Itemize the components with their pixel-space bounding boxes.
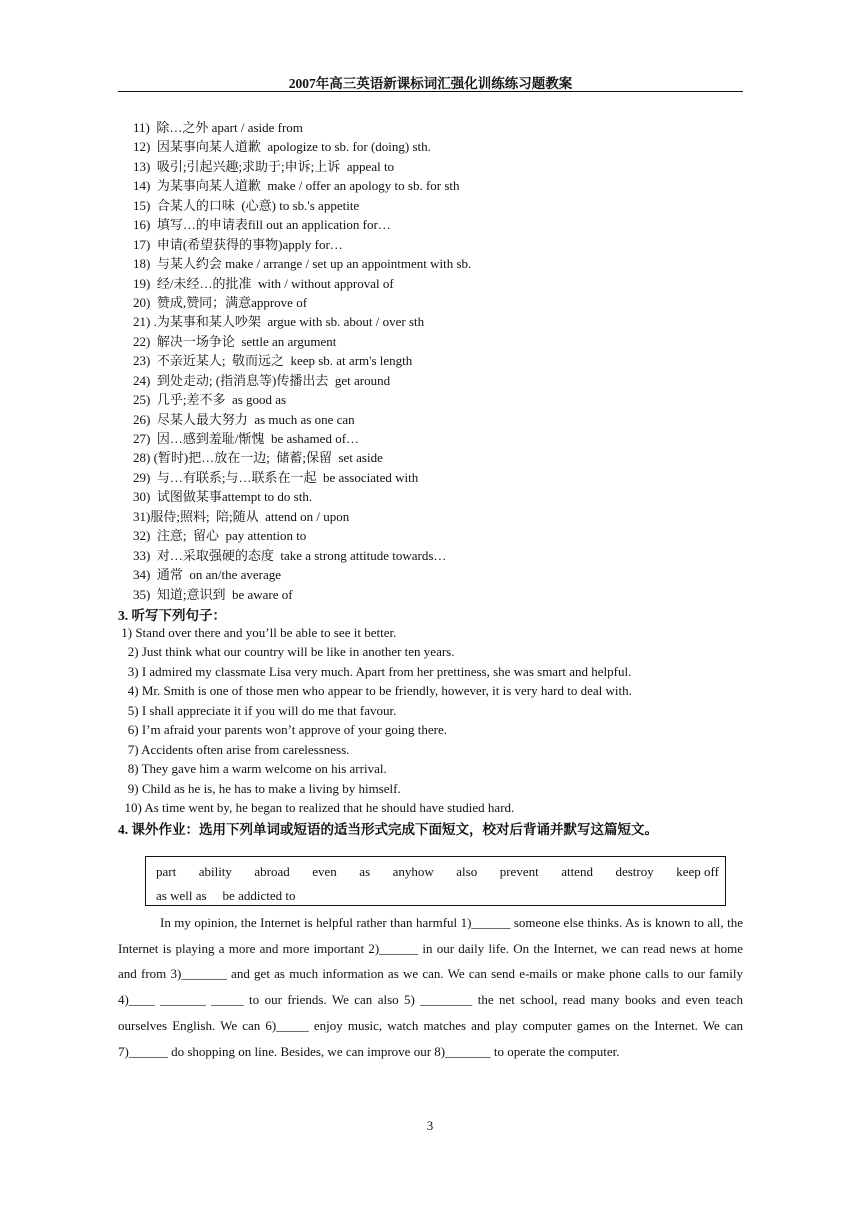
dictation-sentence: 10) As time went by, he began to realized that he should have studied hard. <box>118 799 515 815</box>
header-rule <box>118 91 743 92</box>
vocab-item: 34) 通常 on an/the average <box>133 567 282 583</box>
word-bank-item: part <box>156 864 177 879</box>
vocab-item: 12) 因某事向某人道歉 apologize to sb. for (doing) sth. <box>133 139 431 155</box>
section-4-title: 4. 课外作业：选用下列单词或短语的适当形式完成下面短文，校对后背诵并默写这篇短文。 <box>118 822 658 837</box>
vocab-item: 33) 对…采取强硬的态度 take a strong attitude towards… <box>133 547 447 563</box>
word-bank-item: destroy <box>615 864 654 879</box>
vocab-item: 25) 几乎;差不多 as good as <box>133 392 287 408</box>
dictation-sentence: 8) They gave him a warm welcome on his arrival. <box>118 761 387 777</box>
vocab-item: 30) 试图做某事attempt to do sth. <box>133 489 313 505</box>
word-bank-box <box>145 856 726 906</box>
word-bank-item: even <box>312 864 337 879</box>
vocab-item: 11) 除…之外 apart / aside from <box>133 120 303 135</box>
vocab-item: 17) 申请(希望获得的事物)apply for… <box>133 236 343 252</box>
vocab-item: 20) 赞成,赞同；满意approve of <box>133 294 308 310</box>
vocab-item: 23) 不亲近某人; 敬而远之 keep sb. at arm's length <box>133 353 413 369</box>
page-number: 3 <box>426 1118 434 1133</box>
word-bank-item: as <box>359 864 371 879</box>
dictation-sentence-list <box>118 623 738 817</box>
word-bank-row-2 <box>156 887 295 905</box>
vocab-item: 31)服侍;照料; 陪;随从 attend on / upon <box>133 508 350 524</box>
vocab-item: 19) 经/未经…的批准 with / without approval of <box>133 275 394 291</box>
dictation-sentence: 1) Stand over there and you’ll be able to see it better. <box>118 625 397 640</box>
dictation-sentence: 3) I admired my classmate Lisa very much. Apart from her prettiness, she was smart and helpful. <box>118 663 632 679</box>
vocab-item: 16) 填写…的申请表fill out an application for… <box>133 217 391 233</box>
word-bank-item: abroad <box>254 864 290 879</box>
vocab-item: 28) (暂时)把…放在一边; 储蓄;保留 set aside <box>133 450 383 466</box>
dictation-sentence: 2) Just think what our country will be like in another ten years. <box>118 644 455 660</box>
vocab-item: 13) 吸引;引起兴趣;求助于;申诉;上诉 appeal to <box>133 158 395 174</box>
dictation-sentence: 7) Accidents often arise from carelessness. <box>118 741 350 757</box>
dictation-sentence: 4) Mr. Smith is one of those men who appear to be friendly, however, it is very hard to deal with. <box>118 683 632 699</box>
word-bank-item: attend <box>561 864 593 879</box>
section-3-title: 3. 听写下列句子： <box>118 608 226 623</box>
cloze-passage: In my opinion, the Internet is helpful rather than harmful 1)______ someone else thinks. As is known to all, the Internet is playing a more and more important 2)______ in our daily life. On the Internet, we can read news at home and from 3)_______ and get as much information as we can. We can send e-mails or make phone calls to our family 4)____ _______ _____ to our friends. We can also 5) ________ the net school, read many books and even teach ourselves English. We can 6)_____ enjoy music, watch matches and play computer games on the Internet. We can 7)______ do shopping on line. Besides, we can improve our 8)_______ to operate the computer. <box>118 915 743 1059</box>
word-bank-item: also <box>456 864 478 879</box>
vocab-item: 27) 因…感到羞耻/惭愧 be ashamed of… <box>133 431 360 446</box>
page-header-title: 2007年高三英语新课标词汇强化训练练习题教案 <box>288 76 573 91</box>
vocab-list <box>133 118 733 604</box>
vocab-item: 35) 知道;意识到 be aware of <box>133 586 293 602</box>
vocab-item: 26) 尽某人最大努力 as much as one can <box>133 411 355 427</box>
word-bank-item: as well as <box>156 888 207 903</box>
dictation-sentence: 5) I shall appreciate it if you will do me that favour. <box>118 702 397 718</box>
vocab-item: 24) 到处走动; (指消息等)传播出去 get around <box>133 372 391 388</box>
word-bank-item: ability <box>198 864 232 879</box>
vocab-item: 14) 为某事向某人道歉 make / offer an apology to sb. for sth <box>133 178 460 194</box>
word-bank-item: anyhow <box>392 864 434 879</box>
word-bank-item: be addicted to <box>222 888 296 903</box>
word-bank-item: prevent <box>499 864 539 879</box>
dictation-sentence: 9) Child as he is, he has to make a living by himself. <box>118 780 401 796</box>
vocab-item: 29) 与…有联系;与…联系在一起 be associated with <box>133 469 419 485</box>
vocab-item: 15) 合某人的口味 (心意) to sb.'s appetite <box>133 197 360 213</box>
word-bank-row-1 <box>156 862 719 882</box>
vocab-item: 18) 与某人约会 make / arrange / set up an appointment with sb. <box>133 256 472 272</box>
word-bank-item: keep off <box>676 864 719 879</box>
vocab-item: 21) .为某事和某人吵架 argue with sb. about / over sth <box>133 314 425 330</box>
vocab-item: 22) 解决一场争论 settle an argument <box>133 333 337 349</box>
dictation-sentence: 6) I’m afraid your parents won’t approve of your going there. <box>118 722 447 738</box>
vocab-item: 32) 注意; 留心 pay attention to <box>133 528 307 544</box>
